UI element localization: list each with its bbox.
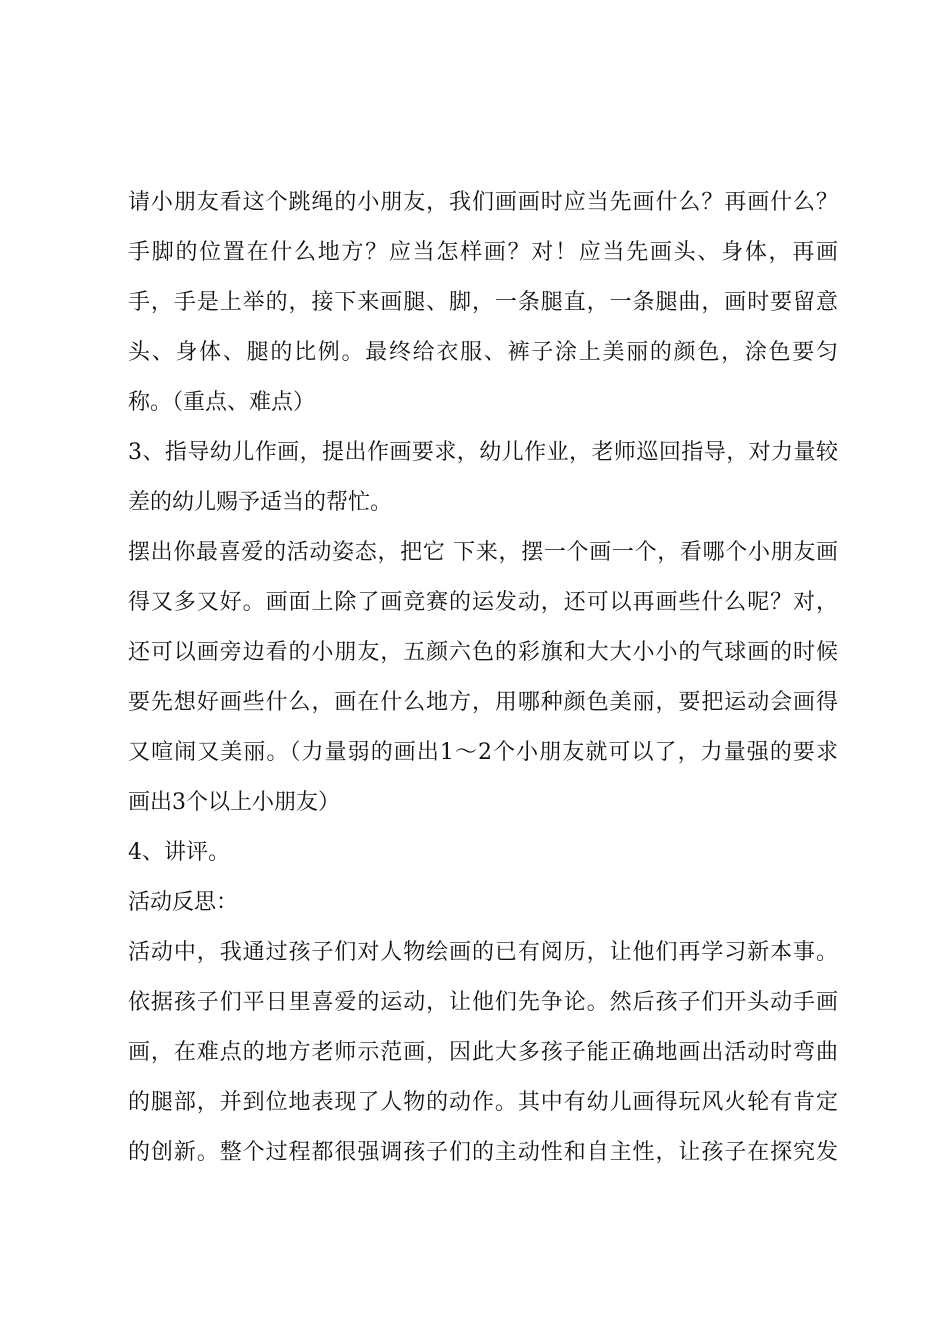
text-line-4: 头、身体、腿的比例。最终给衣服、裤子涂上美丽的颜色，涂色要匀 — [128, 340, 838, 365]
text-line-2: 手脚的位置在什么地方？应当怎样画？对！应当先画头、身体，再画 — [128, 240, 838, 265]
text-line-8: 摆出你最喜爱的活动姿态，把它 下来，摆一个画一个，看哪个小朋友画 — [128, 540, 838, 565]
text-line-5: 称。（重点、难点） — [128, 390, 316, 415]
text-line-20: 的创新。整个过程都很强调孩子们的主动性和自主性，让孩子在探究发 — [128, 1140, 838, 1165]
text-line-19: 的腿部，并到位地表现了人物的动作。其中有幼儿画得玩风火轮有肯定 — [128, 1090, 838, 1115]
text-line-12: 又喧闹又美丽。（力量弱的画出1～2个小朋友就可以了，力量强的要求 — [128, 740, 838, 765]
text-line-15: 活动反思： — [128, 890, 239, 915]
text-line-9: 得又多又好。画面上除了画竞赛的运发动，还可以再画些什么呢？对， — [128, 590, 838, 615]
text-line-11: 要先想好画些什么，画在什么地方，用哪种颜色美丽，要把运动会画得 — [128, 690, 838, 715]
text-line-16: 活动中，我通过孩子们对人物绘画的已有阅历，让他们再学习新本事。 — [128, 940, 838, 965]
text-line-3: 手，手是上举的，接下来画腿、脚，一条腿直，一条腿曲，画时要留意 — [128, 290, 838, 315]
text-line-1: 请小朋友看这个跳绳的小朋友，我们画画时应当先画什么？再画什么？ — [128, 190, 838, 215]
text-line-6: 3、指导幼儿作画，提出作画要求，幼儿作业，老师巡回指导，对力量较 — [128, 440, 838, 465]
text-line-17: 依据孩子们平日里喜爱的运动，让他们先争论。然后孩子们开头动手画 — [128, 990, 838, 1015]
text-line-13: 画出3个以上小朋友） — [128, 790, 340, 815]
text-line-14: 4、讲评。 — [128, 840, 230, 865]
text-line-7: 差的幼儿赐予适当的帮忙。 — [128, 490, 393, 515]
text-line-10: 还可以画旁边看的小朋友，五颜六色的彩旗和大大小小的气球画的时候 — [128, 640, 838, 665]
text-line-18: 画，在难点的地方老师示范画，因此大多孩子能正确地画出活动时弯曲 — [128, 1040, 838, 1065]
